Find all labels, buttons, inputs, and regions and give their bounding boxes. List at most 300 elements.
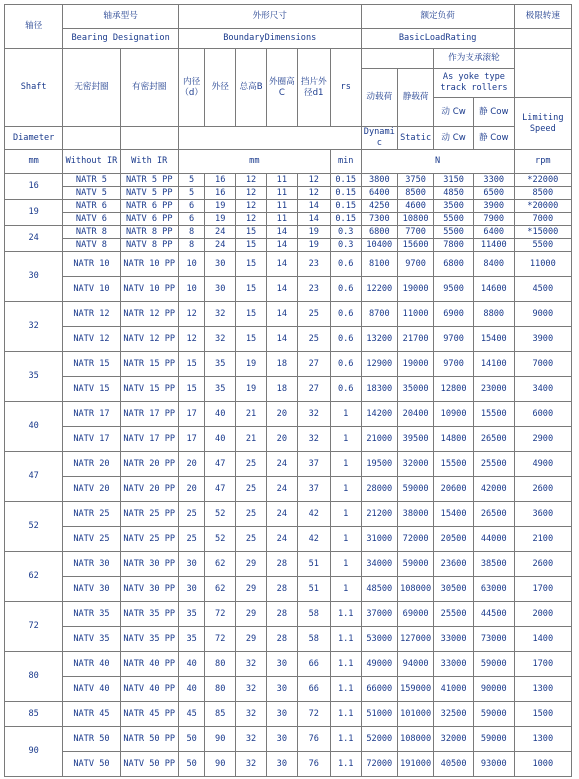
cow-value: 25500 (473, 452, 514, 477)
model-with-seal: NATV 5 PP (120, 187, 178, 200)
outer-c: 24 (266, 452, 297, 477)
header-load-blank (361, 49, 434, 69)
shaft-diameter: 35 (5, 352, 63, 402)
inner-d: 40 (178, 677, 204, 702)
flange-d1: 14 (297, 200, 330, 213)
rs-value: 1 (330, 552, 361, 577)
total-b: 15 (236, 302, 267, 327)
cw-value: 10900 (434, 402, 474, 427)
rs-value: 1 (330, 477, 361, 502)
model-with-seal: NATV 25 PP (120, 527, 178, 552)
outer-d: 24 (205, 239, 236, 252)
limiting-speed: 7000 (514, 213, 571, 226)
rs-value: 1 (330, 527, 361, 552)
dynamic-load: 37000 (361, 602, 397, 627)
cw-value: 9700 (434, 352, 474, 377)
table-row (5, 602, 572, 627)
dynamic-load: 12200 (361, 277, 397, 302)
unit-shaft-mm: mm (5, 150, 63, 174)
inner-d: 20 (178, 452, 204, 477)
model-no-seal: NATV 8 (63, 239, 120, 252)
inner-d: 6 (178, 213, 204, 226)
shaft-diameter: 30 (5, 252, 63, 302)
outer-d: 80 (205, 677, 236, 702)
dynamic-load: 10400 (361, 239, 397, 252)
dynamic-load: 34000 (361, 552, 397, 577)
header-blank-dims (178, 127, 361, 150)
cow-value: 23000 (473, 377, 514, 402)
cow-value: 42000 (473, 477, 514, 502)
model-with-seal: NATR 45 PP (120, 702, 178, 727)
outer-d: 80 (205, 652, 236, 677)
table-row (5, 752, 572, 777)
inner-d: 30 (178, 552, 204, 577)
outer-d: 24 (205, 226, 236, 239)
total-b: 32 (236, 677, 267, 702)
rs-value: 1.1 (330, 627, 361, 652)
model-no-seal: NATV 6 (63, 213, 120, 226)
total-b: 19 (236, 377, 267, 402)
total-b: 19 (236, 352, 267, 377)
cw-value: 40500 (434, 752, 474, 777)
shaft-diameter: 40 (5, 402, 63, 452)
header-limiting-speed: Limiting Speed (514, 98, 571, 150)
inner-d: 15 (178, 377, 204, 402)
model-no-seal: NATR 25 (63, 502, 120, 527)
total-b: 29 (236, 627, 267, 652)
rs-value: 1 (330, 427, 361, 452)
header-yoke-cn: 作为支承滚轮 (434, 49, 514, 69)
dynamic-load: 49000 (361, 652, 397, 677)
model-no-seal: NATV 5 (63, 187, 120, 200)
cw-value: 23600 (434, 552, 474, 577)
table-row (5, 213, 572, 226)
static-load: 10800 (397, 213, 433, 226)
outer-c: 14 (266, 327, 297, 352)
limiting-speed: 2900 (514, 427, 571, 452)
table-row (5, 377, 572, 402)
limiting-speed: 1500 (514, 702, 571, 727)
model-with-seal: NATR 50 PP (120, 727, 178, 752)
outer-d: 85 (205, 702, 236, 727)
table-row (5, 239, 572, 252)
header-cow-en: 静 Cow (473, 127, 514, 150)
limiting-speed: 1300 (514, 727, 571, 752)
header-static: Static (397, 127, 433, 150)
flange-d1: 12 (297, 174, 330, 187)
limiting-speed: 3400 (514, 377, 571, 402)
limiting-speed: 2000 (514, 602, 571, 627)
model-no-seal: NATR 6 (63, 200, 120, 213)
total-b: 29 (236, 577, 267, 602)
flange-d1: 51 (297, 552, 330, 577)
flange-d1: 58 (297, 602, 330, 627)
inner-d: 15 (178, 352, 204, 377)
shaft-diameter: 62 (5, 552, 63, 602)
total-b: 21 (236, 402, 267, 427)
dynamic-load: 6400 (361, 187, 397, 200)
rs-value: 0.15 (330, 200, 361, 213)
cow-value: 8400 (473, 252, 514, 277)
table-row (5, 277, 572, 302)
shaft-diameter: 32 (5, 302, 63, 352)
limiting-speed: 9000 (514, 302, 571, 327)
dynamic-load: 31000 (361, 527, 397, 552)
header-speed-blank (514, 29, 571, 49)
cow-value: 7900 (473, 213, 514, 226)
table-row (5, 252, 572, 277)
inner-d: 40 (178, 652, 204, 677)
outer-c: 30 (266, 727, 297, 752)
limiting-speed: 5500 (514, 239, 571, 252)
limiting-speed: *22000 (514, 174, 571, 187)
model-no-seal: NATR 35 (63, 602, 120, 627)
model-with-seal: NATV 20 PP (120, 477, 178, 502)
cw-value: 14800 (434, 427, 474, 452)
shaft-diameter: 72 (5, 602, 63, 652)
flange-d1: 76 (297, 727, 330, 752)
table-row (5, 702, 572, 727)
inner-d: 6 (178, 200, 204, 213)
model-with-seal: NATV 30 PP (120, 577, 178, 602)
outer-c: 18 (266, 377, 297, 402)
table-row (5, 174, 572, 187)
static-load: 20400 (397, 402, 433, 427)
header-cw-en: 动 Cw (434, 127, 474, 150)
flange-d1: 76 (297, 752, 330, 777)
total-b: 25 (236, 477, 267, 502)
total-b: 12 (236, 174, 267, 187)
rs-value: 0.6 (330, 302, 361, 327)
limiting-speed: 2600 (514, 552, 571, 577)
shaft-diameter: 19 (5, 200, 63, 226)
model-with-seal: NATV 35 PP (120, 627, 178, 652)
inner-d: 50 (178, 752, 204, 777)
dynamic-load: 52000 (361, 727, 397, 752)
cw-value: 20500 (434, 527, 474, 552)
unit-rpm: rpm (514, 150, 571, 174)
model-no-seal: NATR 12 (63, 302, 120, 327)
outer-d: 72 (205, 627, 236, 652)
limiting-speed: *15000 (514, 226, 571, 239)
total-b: 15 (236, 239, 267, 252)
outer-c: 30 (266, 677, 297, 702)
header-cow: 静 Cow (473, 98, 514, 127)
model-with-seal: NATR 10 PP (120, 252, 178, 277)
static-load: 35000 (397, 377, 433, 402)
total-b: 29 (236, 602, 267, 627)
model-no-seal: NATR 45 (63, 702, 120, 727)
model-with-seal: NATR 20 PP (120, 452, 178, 477)
cow-value: 93000 (473, 752, 514, 777)
cw-value: 20600 (434, 477, 474, 502)
inner-d: 25 (178, 527, 204, 552)
unit-n: N (361, 150, 514, 174)
cow-value: 6500 (473, 187, 514, 200)
dynamic-load: 13200 (361, 327, 397, 352)
flange-d1: 37 (297, 477, 330, 502)
header-blank-a (63, 127, 120, 150)
cow-value: 8800 (473, 302, 514, 327)
total-b: 32 (236, 727, 267, 752)
cw-value: 32000 (434, 727, 474, 752)
limiting-speed: 1400 (514, 627, 571, 652)
flange-d1: 42 (297, 527, 330, 552)
model-with-seal: NATR 5 PP (120, 174, 178, 187)
flange-d1: 14 (297, 213, 330, 226)
shaft-diameter: 90 (5, 727, 63, 777)
shaft-diameter: 24 (5, 226, 63, 252)
inner-d: 20 (178, 477, 204, 502)
model-no-seal: NATR 30 (63, 552, 120, 577)
table-row (5, 427, 572, 452)
model-with-seal: NATR 15 PP (120, 352, 178, 377)
shaft-diameter: 16 (5, 174, 63, 200)
table-row (5, 352, 572, 377)
dynamic-load: 4250 (361, 200, 397, 213)
header-seal-cn: 有密封圈 (120, 49, 178, 127)
flange-d1: 51 (297, 577, 330, 602)
outer-d: 32 (205, 302, 236, 327)
model-no-seal: NATR 10 (63, 252, 120, 277)
cw-value: 3150 (434, 174, 474, 187)
cow-value: 44000 (473, 527, 514, 552)
model-with-seal: NATR 6 PP (120, 200, 178, 213)
table-row (5, 477, 572, 502)
model-no-seal: NATR 15 (63, 352, 120, 377)
outer-c: 24 (266, 527, 297, 552)
inner-d: 50 (178, 727, 204, 752)
static-load: 11000 (397, 302, 433, 327)
model-no-seal: NATV 12 (63, 327, 120, 352)
flange-d1: 25 (297, 327, 330, 352)
shaft-diameter: 47 (5, 452, 63, 502)
header-load-cn: 额定负荷 (361, 5, 514, 29)
total-b: 25 (236, 452, 267, 477)
unit-mm: mm (178, 150, 330, 174)
header-diameter: Diameter (5, 127, 63, 150)
header-no-seal-cn: 无密封圈 (63, 49, 120, 127)
cw-value: 4850 (434, 187, 474, 200)
outer-d: 40 (205, 402, 236, 427)
outer-d: 32 (205, 327, 236, 352)
static-load: 38000 (397, 502, 433, 527)
static-load: 21700 (397, 327, 433, 352)
header-boundary-dimensions: BoundaryDimensions (178, 29, 361, 49)
cow-value: 11400 (473, 239, 514, 252)
outer-d: 35 (205, 377, 236, 402)
flange-d1: 12 (297, 187, 330, 200)
model-no-seal: NATV 20 (63, 477, 120, 502)
outer-c: 11 (266, 174, 297, 187)
model-with-seal: NATV 15 PP (120, 377, 178, 402)
header-inner-d-cn: 内径（d） (178, 49, 204, 127)
total-b: 32 (236, 702, 267, 727)
table-row (5, 552, 572, 577)
header-speed-blank-2 (514, 49, 571, 98)
bearing-spec-table (4, 4, 572, 777)
cow-value: 3900 (473, 200, 514, 213)
header-blank-b (120, 127, 178, 150)
header-total-b-cn: 总高B (236, 49, 267, 127)
inner-d: 10 (178, 252, 204, 277)
static-load: 159000 (397, 677, 433, 702)
dynamic-load: 8700 (361, 302, 397, 327)
model-with-seal: NATV 17 PP (120, 427, 178, 452)
flange-d1: 19 (297, 226, 330, 239)
total-b: 32 (236, 752, 267, 777)
limiting-speed: 7000 (514, 352, 571, 377)
model-with-seal: NATR 17 PP (120, 402, 178, 427)
outer-c: 28 (266, 627, 297, 652)
total-b: 12 (236, 200, 267, 213)
rs-value: 0.6 (330, 377, 361, 402)
static-load: 94000 (397, 652, 433, 677)
cw-value: 9700 (434, 327, 474, 352)
cow-value: 14600 (473, 277, 514, 302)
header-model-cn: 轴承型号 (63, 5, 179, 29)
outer-d: 30 (205, 277, 236, 302)
static-load: 8500 (397, 187, 433, 200)
rs-value: 0.6 (330, 252, 361, 277)
inner-d: 5 (178, 187, 204, 200)
outer-c: 11 (266, 200, 297, 213)
limiting-speed: 6000 (514, 402, 571, 427)
model-no-seal: NATV 17 (63, 427, 120, 452)
model-with-seal: NATV 40 PP (120, 677, 178, 702)
outer-c: 18 (266, 352, 297, 377)
flange-d1: 66 (297, 677, 330, 702)
flange-d1: 32 (297, 427, 330, 452)
static-load: 3750 (397, 174, 433, 187)
cw-value: 6800 (434, 252, 474, 277)
inner-d: 35 (178, 602, 204, 627)
outer-c: 30 (266, 752, 297, 777)
limiting-speed: 8500 (514, 187, 571, 200)
static-load: 59000 (397, 552, 433, 577)
cw-value: 3500 (434, 200, 474, 213)
cow-value: 14100 (473, 352, 514, 377)
header-outer-c-cn: 外圈高C (266, 49, 297, 127)
header-yoke-en: As yoke type track rollers (434, 69, 514, 98)
rs-value: 1 (330, 402, 361, 427)
inner-d: 17 (178, 402, 204, 427)
outer-c: 14 (266, 277, 297, 302)
total-b: 32 (236, 652, 267, 677)
cw-value: 33000 (434, 627, 474, 652)
outer-d: 16 (205, 187, 236, 200)
model-no-seal: NATR 40 (63, 652, 120, 677)
static-load: 15600 (397, 239, 433, 252)
outer-d: 16 (205, 174, 236, 187)
total-b: 25 (236, 502, 267, 527)
header-rs: rs (330, 49, 361, 127)
outer-d: 90 (205, 752, 236, 777)
cow-value: 38500 (473, 552, 514, 577)
dynamic-load: 66000 (361, 677, 397, 702)
rs-value: 1.1 (330, 702, 361, 727)
outer-d: 62 (205, 577, 236, 602)
table-row (5, 677, 572, 702)
static-load: 72000 (397, 527, 433, 552)
limiting-speed: *20000 (514, 200, 571, 213)
outer-d: 90 (205, 727, 236, 752)
inner-d: 12 (178, 302, 204, 327)
cow-value: 26500 (473, 427, 514, 452)
dynamic-load: 48500 (361, 577, 397, 602)
model-no-seal: NATV 10 (63, 277, 120, 302)
model-no-seal: NATV 50 (63, 752, 120, 777)
rs-value: 0.15 (330, 187, 361, 200)
model-with-seal: NATV 6 PP (120, 213, 178, 226)
model-no-seal: NATV 30 (63, 577, 120, 602)
cow-value: 6400 (473, 226, 514, 239)
flange-d1: 25 (297, 302, 330, 327)
rs-value: 1.1 (330, 752, 361, 777)
header-shaft-cn: 轴径 (5, 5, 63, 49)
unit-without-ir: Without IR (63, 150, 120, 174)
outer-c: 28 (266, 602, 297, 627)
static-load: 19000 (397, 277, 433, 302)
total-b: 15 (236, 277, 267, 302)
limiting-speed: 4500 (514, 277, 571, 302)
dynamic-load: 6800 (361, 226, 397, 239)
model-no-seal: NATV 25 (63, 527, 120, 552)
model-no-seal: NATR 17 (63, 402, 120, 427)
static-load: 7700 (397, 226, 433, 239)
inner-d: 25 (178, 502, 204, 527)
flange-d1: 37 (297, 452, 330, 477)
inner-d: 8 (178, 239, 204, 252)
outer-c: 24 (266, 477, 297, 502)
model-with-seal: NATV 8 PP (120, 239, 178, 252)
shaft-diameter: 85 (5, 702, 63, 727)
rs-value: 0.15 (330, 213, 361, 226)
table-row (5, 327, 572, 352)
cow-value: 26500 (473, 502, 514, 527)
cw-value: 15500 (434, 452, 474, 477)
static-load: 32000 (397, 452, 433, 477)
header-shaft: Shaft (5, 49, 63, 127)
model-no-seal: NATV 15 (63, 377, 120, 402)
cow-value: 63000 (473, 577, 514, 602)
header-static-cn: 静载荷 (397, 69, 433, 127)
cw-value: 41000 (434, 677, 474, 702)
header-cw: 动 Cw (434, 98, 474, 127)
flange-d1: 23 (297, 252, 330, 277)
rs-value: 0.6 (330, 327, 361, 352)
header-outer-cn: 外径 (205, 49, 236, 127)
flange-d1: 66 (297, 652, 330, 677)
rs-value: 0.3 (330, 239, 361, 252)
cow-value: 59000 (473, 727, 514, 752)
dynamic-load: 8100 (361, 252, 397, 277)
model-no-seal: NATR 20 (63, 452, 120, 477)
outer-c: 14 (266, 302, 297, 327)
outer-c: 20 (266, 402, 297, 427)
rs-value: 1 (330, 502, 361, 527)
table-row (5, 187, 572, 200)
static-load: 108000 (397, 577, 433, 602)
total-b: 12 (236, 187, 267, 200)
inner-d: 30 (178, 577, 204, 602)
table-row (5, 502, 572, 527)
cow-value: 59000 (473, 652, 514, 677)
header-dynamic: Dynamic (361, 127, 397, 150)
header-speed-cn: 极限转速 (514, 5, 571, 29)
rs-value: 0.6 (330, 277, 361, 302)
static-load: 39500 (397, 427, 433, 452)
